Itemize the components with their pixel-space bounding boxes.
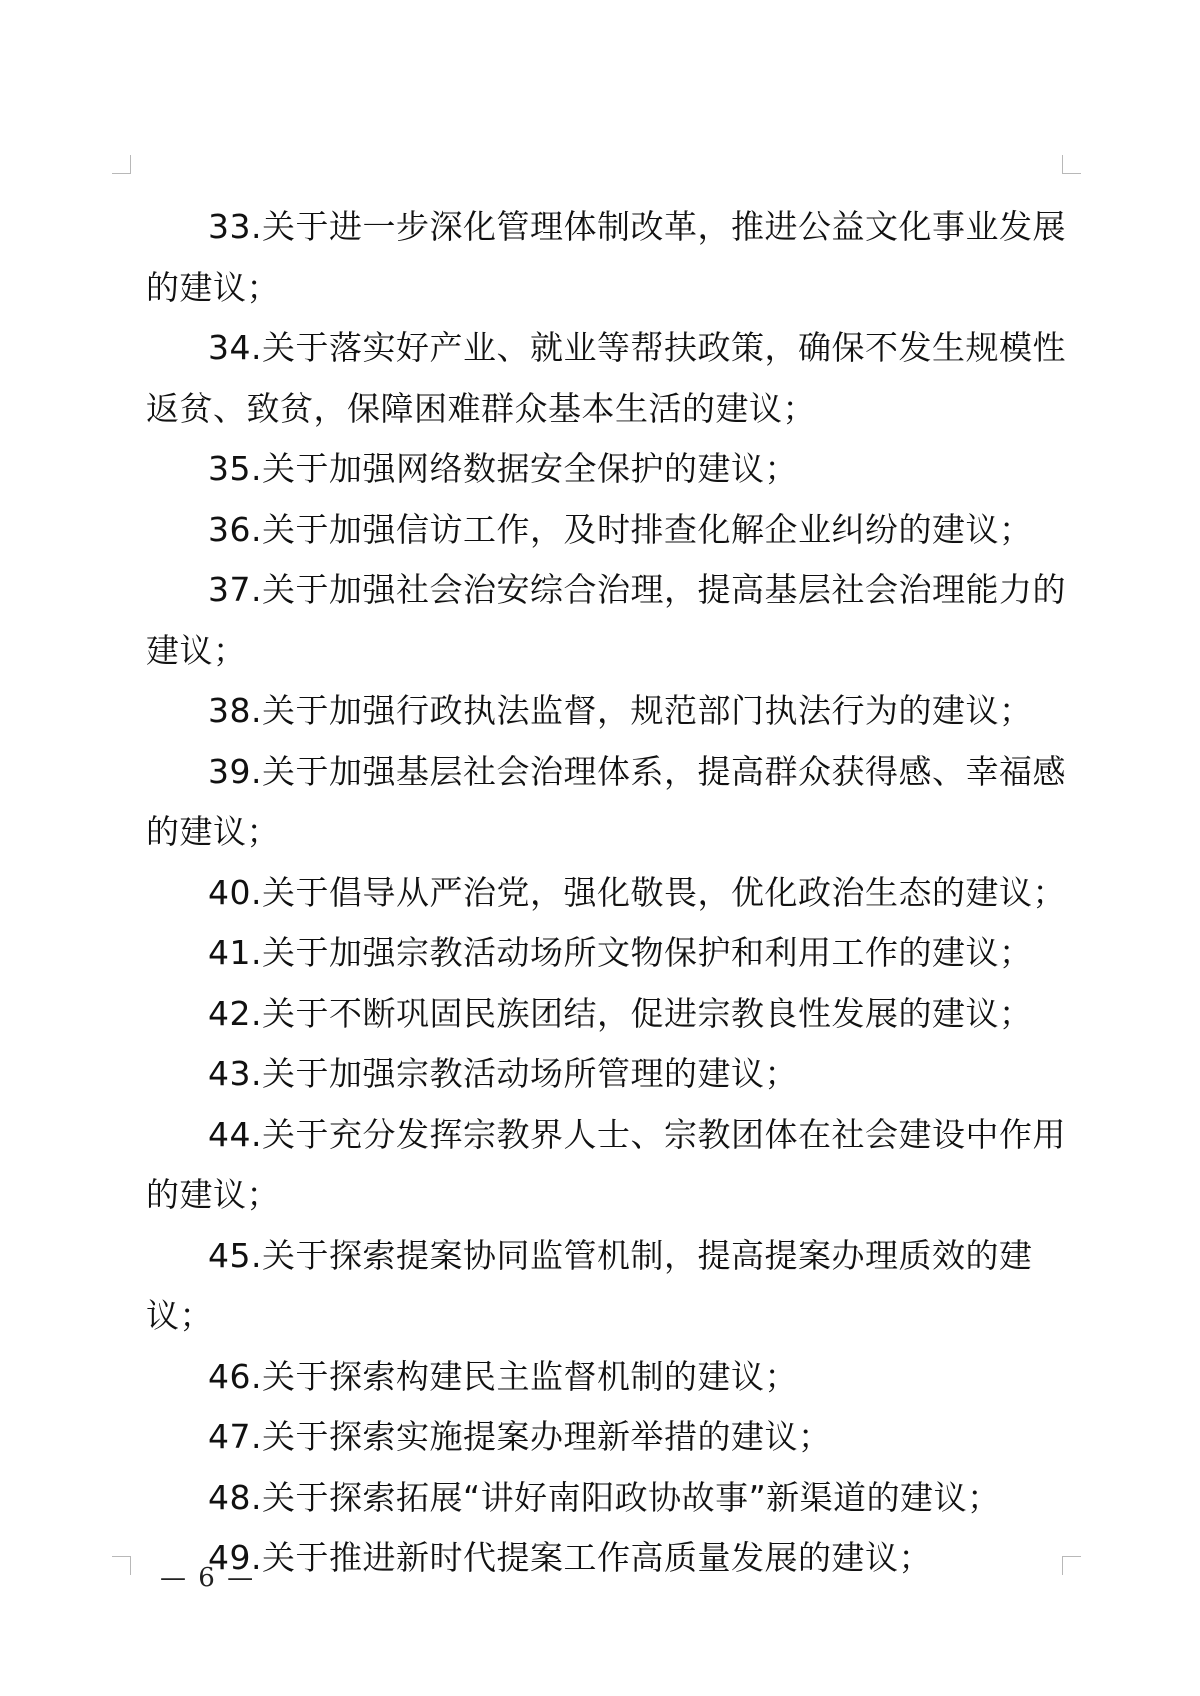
list-item: 34.关于落实好产业、就业等帮扶政策，确保不发生规模性返贫、致贫，保障困难群众基本生活的建议； bbox=[146, 328, 1066, 428]
list-item: 42.关于不断巩固民族团结，促进宗教良性发展的建议； bbox=[208, 993, 1033, 1033]
crop-mark-top-right bbox=[1062, 155, 1081, 174]
list-item: 46.关于探索构建民主监督机制的建议； bbox=[208, 1356, 798, 1396]
list-item: 38.关于加强行政执法监督，规范部门执法行为的建议； bbox=[208, 691, 1033, 730]
list-item: 41.关于加强宗教活动场所文物保护和利用工作的建议； bbox=[208, 933, 1033, 972]
list-item: 39.关于加强基层社会治理体系，提高群众获得感、幸福感的建议； bbox=[146, 751, 1066, 851]
list-item: 36.关于加强信访工作，及时排查化解企业纠纷的建议； bbox=[208, 509, 1033, 549]
list-item: 45.关于探索提案协同监管机制，提高提案办理质效的建议； bbox=[146, 1235, 1033, 1335]
crop-mark-bottom-left bbox=[112, 1556, 131, 1575]
list-item: 33.关于进一步深化管理体制改革，推进公益文化事业发展的建议； bbox=[146, 207, 1066, 307]
proposal-list bbox=[146, 197, 1066, 1589]
list-item: 40.关于倡导从严治党，强化敬畏，优化政治生态的建议； bbox=[208, 872, 1066, 912]
list-item: 49.关于推进新时代提案工作高质量发展的建议； bbox=[208, 1538, 932, 1577]
list-item: 35.关于加强网络数据安全保护的建议； bbox=[208, 449, 798, 488]
list-item: 48.关于探索拓展“讲好南阳政协故事”新渠道的建议； bbox=[208, 1477, 1001, 1517]
list-item: 37.关于加强社会治安综合治理，提高基层社会治理能力的建议； bbox=[146, 570, 1066, 670]
list-item: 44.关于充分发挥宗教界人士、宗教团体在社会建设中作用的建议； bbox=[146, 1114, 1066, 1214]
page-number: — 6 — bbox=[160, 1563, 256, 1593]
crop-mark-top-left bbox=[112, 155, 131, 174]
list-item: 47.关于探索实施提案办理新举措的建议； bbox=[208, 1417, 832, 1456]
list-item: 43.关于加强宗教活动场所管理的建议； bbox=[208, 1054, 798, 1093]
